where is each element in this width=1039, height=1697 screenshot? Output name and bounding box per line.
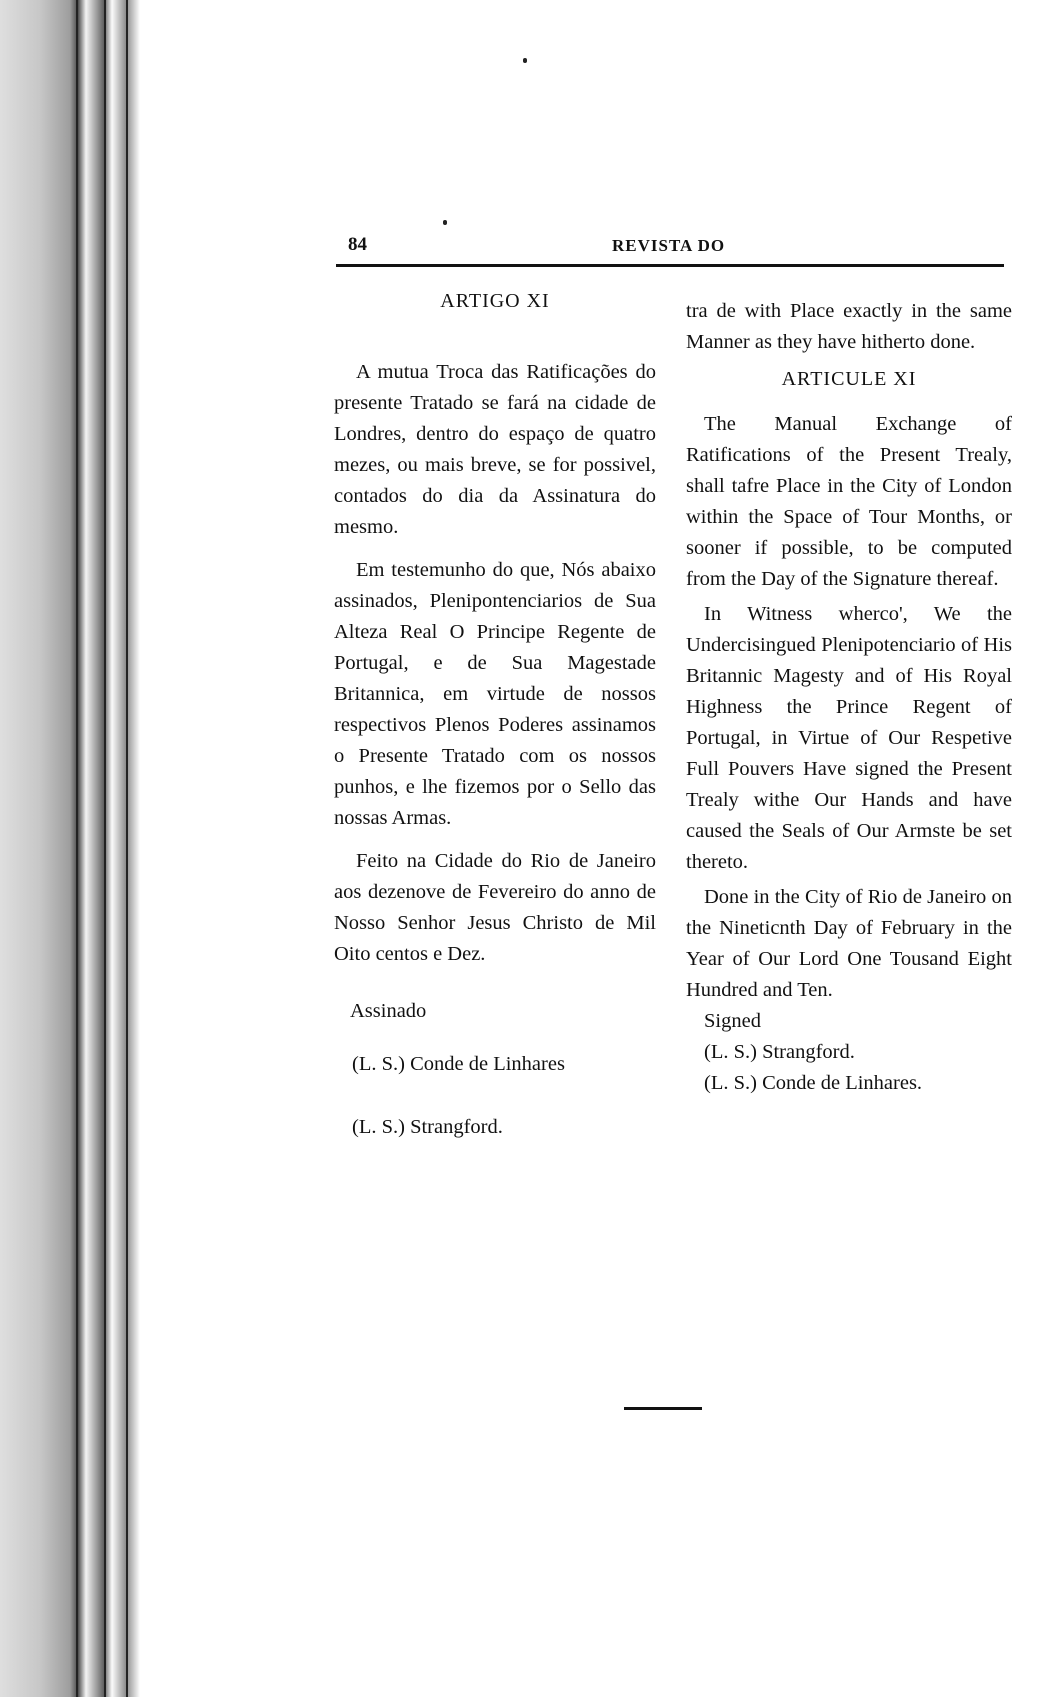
- binding-line: [76, 0, 78, 1697]
- portuguese-column: [334, 290, 656, 1139]
- article-paragraph: The Manual Exchange of Ratifications of the Present Trealy, shall tafre Place in the City of London within the Space of Tour Months, or sooner if possible, to be computed from the Day of the Signature thereaf.: [686, 413, 1012, 590]
- article-paragraph: A mutua Troca das Ratificações do presente Tratado se fará na cidade de Londres, dentro do espaço de quatro mezes, ou mais breve, se for possivel, contados do dia da Assinatura do mesmo.: [334, 361, 656, 538]
- end-rule: [624, 1407, 702, 1410]
- running-head: REVISTA DO: [612, 236, 726, 255]
- page-number: 84: [348, 234, 367, 255]
- signature-line: (L. S.) Strangford.: [704, 1041, 855, 1063]
- signature-line: (L. S.) Conde de Linhares.: [704, 1072, 923, 1094]
- signature-line: (L. S.) Conde de Linhares: [352, 1053, 565, 1075]
- speck: [443, 220, 447, 225]
- article-paragraph: Em testemunho do que, Nós abaixo assinados, Plenipontenciarios de Sua Alteza Real O Principe Regente de Portugal, e de Sua Magestade Britannica, em virtude de nossos respectivos Plenos Poderes assinamos o Presente Tratado com os nossos punhos, e lhe fizemos por o Sello das nossas Armas.: [334, 559, 656, 829]
- article-paragraph: Feito na Cidade do Rio de Janeiro aos dezenove de Fevereiro do anno de Nosso Senhor Jesus Christo de Mil Oito centos e Dez.: [334, 850, 656, 965]
- article-paragraph: In Witness wherco', We the Undercisingued Plenipotenciario of His Britannic Magesty and of His Royal Highness the Prince Regent of Portugal, in Virtue of Our Respetive Full Pouvers Have signed the Present Trealy withe Our Hands and have caused the Seals of Our Armste be set thereto.: [686, 603, 1012, 873]
- continuation-paragraph: tra de with Place exactly in the same Manner as they have hitherto done.: [686, 300, 1012, 353]
- page-header: [336, 228, 1004, 267]
- signature-line: (L. S.) Strangford.: [352, 1116, 503, 1138]
- signed-label: Assinado: [350, 1000, 427, 1022]
- binding-line: [126, 0, 128, 1697]
- binding-line: [104, 0, 106, 1697]
- english-column: [686, 296, 1012, 1099]
- signed-label: Signed: [704, 1010, 761, 1032]
- article-heading: ARTIGO XI: [440, 290, 550, 312]
- speck: [523, 58, 527, 63]
- article-paragraph: Done in the City of Rio de Janeiro on the Nineticnth Day of February in the Year of Our Lord One Tousand Eight Hundred and Ten.: [686, 886, 1012, 1001]
- article-heading: ARTICULE XI: [781, 368, 917, 390]
